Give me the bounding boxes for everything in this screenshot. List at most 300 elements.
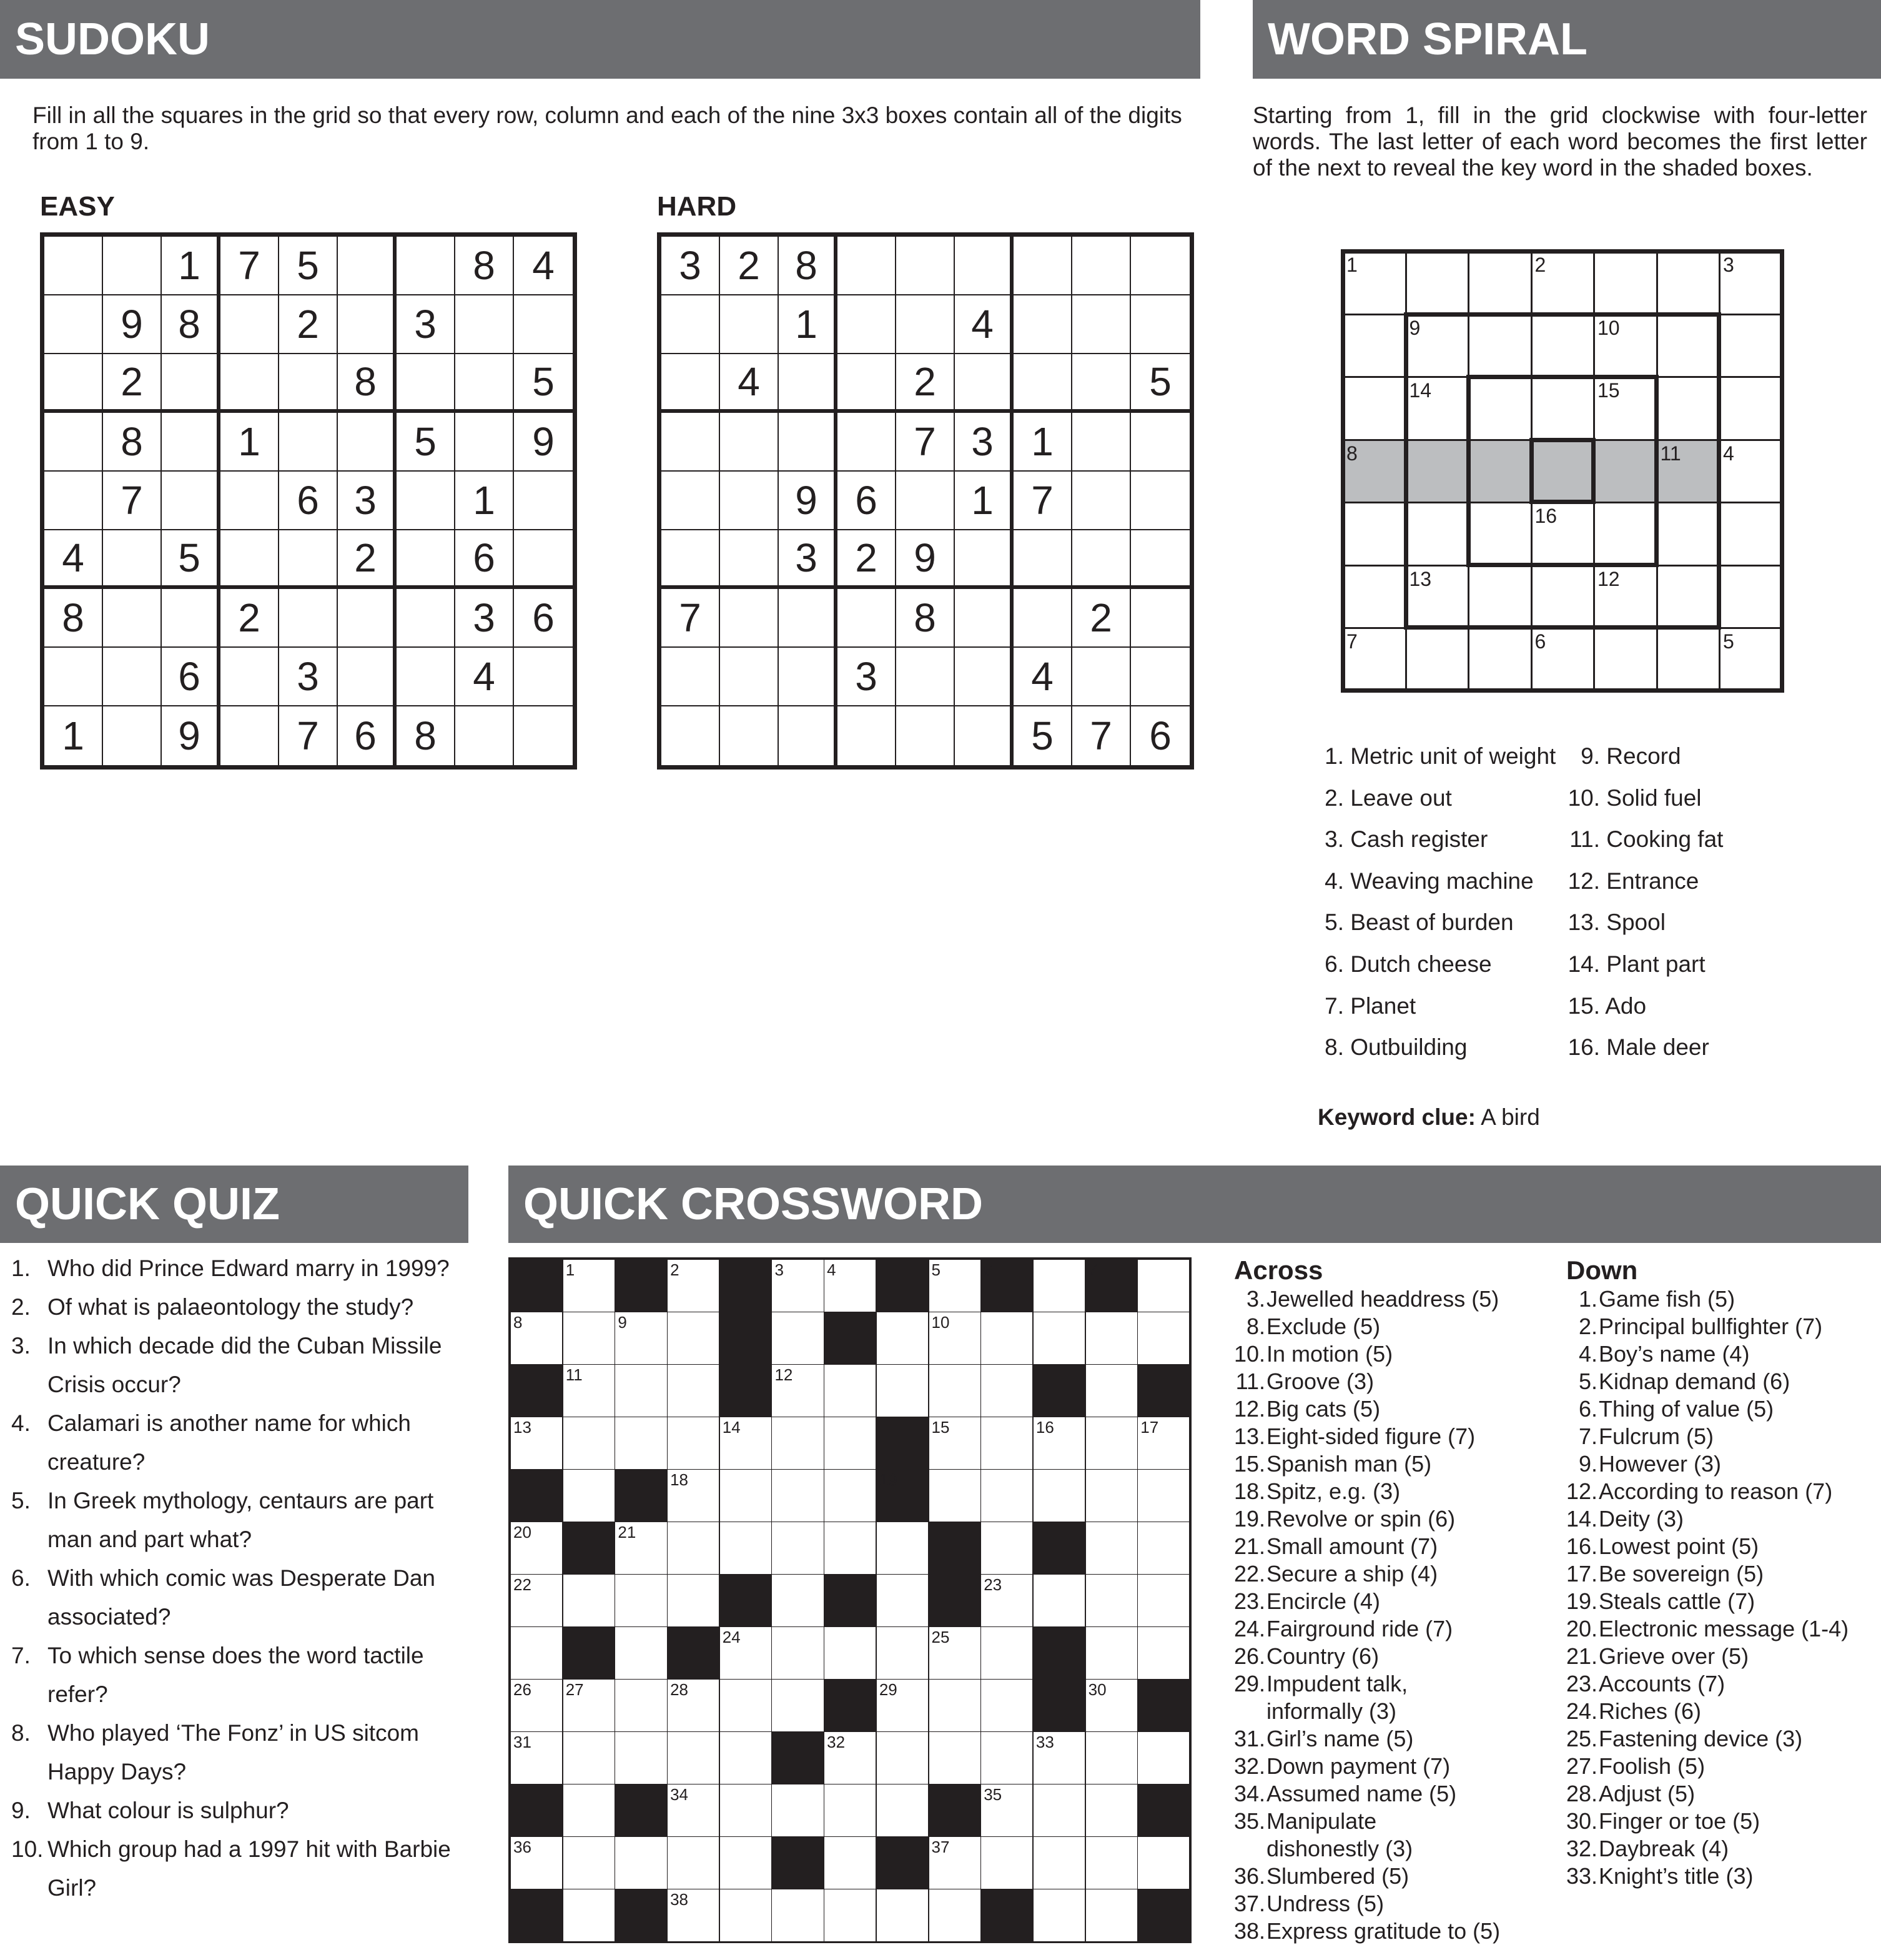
crossword-cell[interactable]	[667, 1417, 719, 1470]
crossword-cell[interactable]	[771, 1522, 824, 1575]
sudoku-cell[interactable]: 4	[455, 648, 514, 706]
crossword-cell[interactable]	[1137, 1626, 1190, 1680]
sudoku-cell[interactable]	[103, 237, 162, 295]
crossword-cell[interactable]	[1033, 1731, 1085, 1784]
sudoku-cell[interactable]	[338, 589, 397, 648]
crossword-cell[interactable]	[615, 1731, 667, 1784]
crossword-cell[interactable]	[980, 1522, 1033, 1575]
sudoku-cell[interactable]	[896, 237, 955, 295]
crossword-cell[interactable]	[563, 1469, 615, 1522]
crossword-cell[interactable]	[510, 1731, 563, 1784]
sudoku-cell[interactable]	[837, 354, 896, 413]
crossword-cell[interactable]	[719, 1626, 772, 1680]
crossword-cell[interactable]	[667, 1522, 719, 1575]
sudoku-cell[interactable]	[220, 648, 279, 706]
crossword-cell[interactable]	[980, 1679, 1033, 1732]
crossword-cell[interactable]	[824, 1469, 876, 1522]
sudoku-cell[interactable]	[720, 295, 779, 354]
crossword-clue-text: Encircle (4)	[1266, 1588, 1381, 1614]
sudoku-cell[interactable]	[279, 530, 338, 589]
sudoku-cell[interactable]	[779, 706, 837, 765]
sudoku-cell[interactable]	[1131, 530, 1190, 589]
sudoku-cell[interactable]: 6	[338, 706, 397, 765]
sudoku-cell[interactable]: 3	[837, 648, 896, 706]
crossword-cell[interactable]	[876, 1626, 929, 1680]
sudoku-cell[interactable]: 8	[779, 237, 837, 295]
crossword-cell[interactable]	[824, 1417, 876, 1470]
sudoku-cell[interactable]: 4	[1014, 648, 1072, 706]
crossword-cell[interactable]	[510, 1626, 563, 1680]
crossword-cell[interactable]	[510, 1836, 563, 1889]
sudoku-cell[interactable]	[661, 648, 720, 706]
sudoku-cell[interactable]	[1014, 530, 1072, 589]
sudoku-cell[interactable]: 4	[720, 354, 779, 413]
sudoku-cell[interactable]	[1131, 648, 1190, 706]
sudoku-cell[interactable]	[1072, 530, 1131, 589]
sudoku-cell[interactable]: 7	[661, 589, 720, 648]
sudoku-cell[interactable]	[162, 472, 220, 530]
crossword-cell[interactable]	[1085, 1679, 1138, 1732]
crossword-cell[interactable]	[510, 1417, 563, 1470]
sudoku-cell[interactable]	[661, 530, 720, 589]
crossword-cell[interactable]	[771, 1417, 824, 1470]
sudoku-cell[interactable]: 4	[44, 530, 103, 589]
crossword-cell[interactable]	[563, 1259, 615, 1312]
crossword-cell[interactable]	[771, 1259, 824, 1312]
sudoku-cell[interactable]	[779, 589, 837, 648]
crossword-cell[interactable]	[667, 1889, 719, 1942]
sudoku-cell[interactable]: 2	[896, 354, 955, 413]
crossword-cell[interactable]	[563, 1784, 615, 1837]
crossword-cell[interactable]	[667, 1574, 719, 1627]
crossword-cell[interactable]	[980, 1784, 1033, 1837]
crossword-cell[interactable]	[929, 1364, 981, 1417]
sudoku-cell[interactable]: 1	[162, 237, 220, 295]
crossword-cell[interactable]	[876, 1312, 929, 1365]
sudoku-cell[interactable]	[220, 530, 279, 589]
sudoku-cell[interactable]	[397, 530, 455, 589]
sudoku-cell[interactable]: 9	[896, 530, 955, 589]
crossword-cell[interactable]	[1085, 1469, 1138, 1522]
crossword-cell[interactable]	[929, 1889, 981, 1942]
sudoku-cell[interactable]	[1072, 472, 1131, 530]
sudoku-cell[interactable]	[837, 589, 896, 648]
crossword-cell[interactable]	[824, 1836, 876, 1889]
crossword-cell[interactable]	[980, 1364, 1033, 1417]
crossword-cell[interactable]	[510, 1574, 563, 1627]
crossword-cell[interactable]	[719, 1784, 772, 1837]
crossword-cell[interactable]	[771, 1784, 824, 1837]
crossword-cell[interactable]	[1137, 1836, 1190, 1889]
crossword-cell[interactable]	[563, 1417, 615, 1470]
sudoku-cell[interactable]: 7	[103, 472, 162, 530]
crossword-clue	[1228, 1918, 1500, 1945]
sudoku-cell[interactable]	[44, 237, 103, 295]
sudoku-cell[interactable]	[896, 706, 955, 765]
sudoku-cell[interactable]: 6	[455, 530, 514, 589]
crossword-cell[interactable]	[1085, 1574, 1138, 1627]
sudoku-cell[interactable]: 9	[162, 706, 220, 765]
sudoku-cell[interactable]	[955, 648, 1014, 706]
sudoku-cell[interactable]: 7	[896, 413, 955, 472]
sudoku-cell[interactable]	[779, 354, 837, 413]
sudoku-cell[interactable]: 8	[44, 589, 103, 648]
crossword-cell[interactable]	[824, 1259, 876, 1312]
sudoku-cell[interactable]	[44, 295, 103, 354]
sudoku-cell[interactable]	[837, 237, 896, 295]
crossword-cell[interactable]	[615, 1626, 667, 1680]
sudoku-cell[interactable]: 2	[103, 354, 162, 413]
sudoku-cell[interactable]	[661, 295, 720, 354]
sudoku-cell[interactable]	[162, 589, 220, 648]
sudoku-cell[interactable]	[103, 706, 162, 765]
crossword-clue	[1228, 1560, 1438, 1588]
crossword-cell[interactable]	[929, 1259, 981, 1312]
sudoku-cell[interactable]: 4	[514, 237, 573, 295]
sudoku-cell[interactable]: 7	[1072, 706, 1131, 765]
crossword-cell[interactable]	[719, 1417, 772, 1470]
sudoku-cell[interactable]	[779, 648, 837, 706]
crossword-cell[interactable]	[771, 1469, 824, 1522]
crossword-cell[interactable]	[1085, 1364, 1138, 1417]
sudoku-cell[interactable]	[720, 706, 779, 765]
sudoku-cell[interactable]: 1	[455, 472, 514, 530]
crossword-clue-text: Lowest point (5)	[1599, 1533, 1759, 1559]
sudoku-cell[interactable]	[1014, 237, 1072, 295]
sudoku-cell[interactable]	[1072, 648, 1131, 706]
crossword-cell[interactable]	[1137, 1259, 1190, 1312]
crossword-cell[interactable]	[1137, 1469, 1190, 1522]
sudoku-cell[interactable]: 2	[720, 237, 779, 295]
sudoku-cell[interactable]	[338, 413, 397, 472]
sudoku-cell[interactable]	[837, 413, 896, 472]
sudoku-cell[interactable]	[1072, 413, 1131, 472]
crossword-cell[interactable]	[980, 1731, 1033, 1784]
crossword-cell[interactable]	[667, 1784, 719, 1837]
crossword-cell[interactable]	[615, 1836, 667, 1889]
crossword-cell[interactable]	[667, 1679, 719, 1732]
crossword-cell[interactable]	[667, 1836, 719, 1889]
sudoku-cell[interactable]	[220, 706, 279, 765]
sudoku-cell[interactable]: 8	[103, 413, 162, 472]
sudoku-cell[interactable]: 1	[955, 472, 1014, 530]
sudoku-cell[interactable]	[279, 589, 338, 648]
sudoku-cell[interactable]: 5	[1131, 354, 1190, 413]
sudoku-cell[interactable]	[837, 295, 896, 354]
sudoku-cell[interactable]	[1131, 295, 1190, 354]
sudoku-cell[interactable]	[220, 354, 279, 413]
sudoku-cell[interactable]	[1014, 354, 1072, 413]
sudoku-cell[interactable]	[514, 530, 573, 589]
sudoku-cell[interactable]: 6	[162, 648, 220, 706]
sudoku-cell[interactable]	[1131, 472, 1190, 530]
sudoku-cell[interactable]	[896, 472, 955, 530]
sudoku-cell[interactable]: 2	[279, 295, 338, 354]
sudoku-cell[interactable]	[514, 472, 573, 530]
sudoku-cell[interactable]: 2	[338, 530, 397, 589]
sudoku-cell[interactable]	[1131, 589, 1190, 648]
crossword-cell[interactable]	[563, 1836, 615, 1889]
crossword-cell[interactable]	[929, 1836, 981, 1889]
crossword-cell[interactable]	[1033, 1889, 1085, 1942]
crossword-cell[interactable]	[1085, 1312, 1138, 1365]
sudoku-cell[interactable]	[1014, 295, 1072, 354]
crossword-cell[interactable]	[824, 1784, 876, 1837]
sudoku-cell[interactable]	[103, 530, 162, 589]
sudoku-cell[interactable]	[955, 237, 1014, 295]
crossword-cell[interactable]	[771, 1364, 824, 1417]
sudoku-cell[interactable]	[720, 648, 779, 706]
sudoku-cell[interactable]: 3	[779, 530, 837, 589]
sudoku-cell[interactable]	[779, 413, 837, 472]
sudoku-cell[interactable]	[44, 472, 103, 530]
crossword-cell[interactable]	[876, 1731, 929, 1784]
crossword-cell[interactable]	[1085, 1784, 1138, 1837]
sudoku-cell[interactable]	[661, 354, 720, 413]
sudoku-cell[interactable]: 9	[779, 472, 837, 530]
sudoku-cell[interactable]	[955, 706, 1014, 765]
sudoku-cell[interactable]: 3	[397, 295, 455, 354]
crossword-cell[interactable]	[824, 1626, 876, 1680]
sudoku-cell[interactable]	[1072, 354, 1131, 413]
crossword-cell[interactable]	[980, 1626, 1033, 1680]
sudoku-cell[interactable]	[279, 413, 338, 472]
crossword-cell[interactable]	[980, 1836, 1033, 1889]
crossword-cell[interactable]	[667, 1259, 719, 1312]
sudoku-cell[interactable]: 5	[514, 354, 573, 413]
crossword-cell[interactable]	[1085, 1626, 1138, 1680]
sudoku-cell[interactable]	[514, 706, 573, 765]
crossword-cell[interactable]	[876, 1522, 929, 1575]
sudoku-cell[interactable]: 3	[279, 648, 338, 706]
crossword-cell[interactable]	[771, 1889, 824, 1942]
crossword-cell[interactable]	[563, 1312, 615, 1365]
sudoku-cell[interactable]	[837, 706, 896, 765]
crossword-cell[interactable]	[1137, 1574, 1190, 1627]
sudoku-cell[interactable]	[455, 706, 514, 765]
sudoku-cell[interactable]: 2	[837, 530, 896, 589]
sudoku-cell[interactable]	[720, 530, 779, 589]
sudoku-cell[interactable]: 3	[455, 589, 514, 648]
sudoku-cell[interactable]: 7	[220, 237, 279, 295]
crossword-cell[interactable]	[1033, 1574, 1085, 1627]
spiral-clue-number: 7.	[1325, 992, 1344, 1019]
crossword-cell[interactable]	[615, 1364, 667, 1417]
crossword-cell[interactable]	[1033, 1784, 1085, 1837]
crossword-cell[interactable]	[1137, 1731, 1190, 1784]
sudoku-cell[interactable]: 8	[338, 354, 397, 413]
sudoku-cell[interactable]: 4	[955, 295, 1014, 354]
sudoku-cell[interactable]	[397, 648, 455, 706]
sudoku-cell[interactable]	[720, 589, 779, 648]
crossword-cell[interactable]	[980, 1312, 1033, 1365]
sudoku-cell[interactable]: 8	[455, 237, 514, 295]
sudoku-cell[interactable]: 3	[338, 472, 397, 530]
sudoku-cell[interactable]: 2	[220, 589, 279, 648]
sudoku-cell[interactable]	[162, 413, 220, 472]
crossword-cell[interactable]	[1033, 1417, 1085, 1470]
crossword-cell[interactable]	[876, 1679, 929, 1732]
sudoku-cell[interactable]: 5	[397, 413, 455, 472]
sudoku-cell[interactable]: 7	[1014, 472, 1072, 530]
sudoku-cell[interactable]: 6	[279, 472, 338, 530]
sudoku-cell[interactable]	[162, 354, 220, 413]
sudoku-cell[interactable]	[397, 237, 455, 295]
sudoku-cell[interactable]	[955, 354, 1014, 413]
sudoku-cell[interactable]	[455, 413, 514, 472]
crossword-cell[interactable]	[615, 1574, 667, 1627]
crossword-cell[interactable]	[929, 1312, 981, 1365]
crossword-cell[interactable]	[1137, 1522, 1190, 1575]
sudoku-cell[interactable]: 6	[514, 589, 573, 648]
sudoku-cell[interactable]: 7	[279, 706, 338, 765]
crossword-cell[interactable]	[719, 1889, 772, 1942]
sudoku-cell[interactable]	[720, 472, 779, 530]
crossword-cell[interactable]	[667, 1312, 719, 1365]
crossword-cell[interactable]	[771, 1312, 824, 1365]
crossword-cell[interactable]	[1033, 1469, 1085, 1522]
crossword-cell[interactable]	[771, 1679, 824, 1732]
crossword-cell[interactable]	[1085, 1731, 1138, 1784]
crossword-clue-text: Fastening device (3)	[1599, 1726, 1803, 1751]
sudoku-cell[interactable]	[338, 648, 397, 706]
sudoku-cell[interactable]	[1131, 237, 1190, 295]
crossword-cell[interactable]	[876, 1574, 929, 1627]
crossword-cell[interactable]	[876, 1889, 929, 1942]
sudoku-cell[interactable]: 9	[103, 295, 162, 354]
sudoku-cell[interactable]	[661, 706, 720, 765]
sudoku-cell[interactable]: 1	[1014, 413, 1072, 472]
sudoku-cell[interactable]: 6	[837, 472, 896, 530]
sudoku-cell[interactable]	[44, 354, 103, 413]
crossword-cell[interactable]	[1033, 1836, 1085, 1889]
sudoku-cell[interactable]	[279, 354, 338, 413]
sudoku-cell[interactable]	[514, 295, 573, 354]
sudoku-cell[interactable]	[397, 472, 455, 530]
sudoku-cell[interactable]	[455, 354, 514, 413]
sudoku-cell[interactable]	[103, 648, 162, 706]
crossword-cell[interactable]	[510, 1522, 563, 1575]
sudoku-cell[interactable]: 2	[1072, 589, 1131, 648]
sudoku-cell[interactable]	[514, 648, 573, 706]
crossword-cell[interactable]	[615, 1312, 667, 1365]
crossword-cell[interactable]	[719, 1731, 772, 1784]
crossword-cell[interactable]	[563, 1679, 615, 1732]
sudoku-cell[interactable]: 9	[514, 413, 573, 472]
sudoku-cell[interactable]: 3	[661, 237, 720, 295]
crossword-clue-number: 26.	[1233, 1643, 1265, 1669]
sudoku-cell[interactable]	[1014, 589, 1072, 648]
crossword-cell[interactable]	[980, 1469, 1033, 1522]
crossword-cell[interactable]	[667, 1469, 719, 1522]
crossword-cell[interactable]	[876, 1784, 929, 1837]
sudoku-cell[interactable]	[44, 648, 103, 706]
sudoku-cell[interactable]	[661, 472, 720, 530]
sudoku-cell[interactable]: 5	[1014, 706, 1072, 765]
crossword-cell[interactable]	[615, 1417, 667, 1470]
crossword-cell[interactable]	[667, 1364, 719, 1417]
sudoku-cell[interactable]	[338, 295, 397, 354]
crossword-cell[interactable]	[510, 1312, 563, 1365]
crossword-cell[interactable]	[824, 1889, 876, 1942]
sudoku-cell[interactable]	[397, 354, 455, 413]
crossword-cell[interactable]	[1033, 1312, 1085, 1365]
sudoku-cell[interactable]: 8	[397, 706, 455, 765]
sudoku-cell[interactable]	[397, 589, 455, 648]
sudoku-cell[interactable]	[1131, 413, 1190, 472]
sudoku-cell[interactable]	[661, 413, 720, 472]
crossword-cell[interactable]	[719, 1679, 772, 1732]
sudoku-cell[interactable]: 3	[955, 413, 1014, 472]
crossword-cell[interactable]	[719, 1836, 772, 1889]
sudoku-cell[interactable]: 1	[779, 295, 837, 354]
crossword-cell[interactable]	[1033, 1259, 1085, 1312]
crossword-cell[interactable]	[929, 1469, 981, 1522]
sudoku-cell[interactable]: 1	[220, 413, 279, 472]
crossword-cell[interactable]	[1085, 1836, 1138, 1889]
sudoku-cell[interactable]: 1	[44, 706, 103, 765]
crossword-cell[interactable]	[929, 1731, 981, 1784]
crossword-cell[interactable]	[615, 1522, 667, 1575]
sudoku-cell[interactable]	[720, 413, 779, 472]
crossword-cell[interactable]	[980, 1417, 1033, 1470]
crossword-cell[interactable]	[563, 1574, 615, 1627]
sudoku-cell[interactable]: 8	[162, 295, 220, 354]
sudoku-cell[interactable]	[103, 589, 162, 648]
crossword-cell[interactable]	[615, 1679, 667, 1732]
sudoku-cell[interactable]	[220, 472, 279, 530]
sudoku-cell[interactable]	[1072, 237, 1131, 295]
crossword-cell[interactable]	[1085, 1417, 1138, 1470]
crossword-cell[interactable]	[929, 1417, 981, 1470]
crossword-cell[interactable]	[1137, 1312, 1190, 1365]
sudoku-cell[interactable]	[1072, 295, 1131, 354]
crossword-cell[interactable]	[824, 1522, 876, 1575]
crossword-cell[interactable]	[719, 1469, 772, 1522]
crossword-cell[interactable]	[771, 1626, 824, 1680]
crossword-cell[interactable]	[980, 1574, 1033, 1627]
crossword-cell[interactable]	[667, 1731, 719, 1784]
sudoku-cell[interactable]	[44, 413, 103, 472]
crossword-cell[interactable]	[929, 1679, 981, 1732]
crossword-cell[interactable]	[824, 1731, 876, 1784]
crossword-cell[interactable]	[824, 1364, 876, 1417]
crossword-cell[interactable]	[563, 1364, 615, 1417]
crossword-cell[interactable]	[929, 1626, 981, 1680]
sudoku-cell[interactable]	[955, 530, 1014, 589]
sudoku-cell[interactable]: 8	[896, 589, 955, 648]
crossword-cell[interactable]	[563, 1889, 615, 1942]
crossword-cell[interactable]	[1085, 1522, 1138, 1575]
crossword-cell[interactable]	[1137, 1417, 1190, 1470]
sudoku-cell[interactable]	[955, 589, 1014, 648]
sudoku-cell[interactable]	[220, 295, 279, 354]
crossword-clue-number: 1.	[1578, 1286, 1597, 1312]
sudoku-cell[interactable]	[338, 237, 397, 295]
crossword-cell[interactable]	[719, 1522, 772, 1575]
sudoku-cell[interactable]: 6	[1149, 713, 1172, 758]
crossword-cell[interactable]	[563, 1731, 615, 1784]
sudoku-cell[interactable]	[896, 295, 955, 354]
sudoku-cell[interactable]: 5	[279, 237, 338, 295]
crossword-cell[interactable]	[771, 1574, 824, 1627]
sudoku-cell[interactable]	[455, 295, 514, 354]
crossword-cell[interactable]	[510, 1679, 563, 1732]
sudoku-cell[interactable]	[896, 648, 955, 706]
crossword-cell[interactable]	[876, 1364, 929, 1417]
crossword-cell[interactable]	[1085, 1889, 1138, 1942]
sudoku-cell[interactable]: 5	[162, 530, 220, 589]
